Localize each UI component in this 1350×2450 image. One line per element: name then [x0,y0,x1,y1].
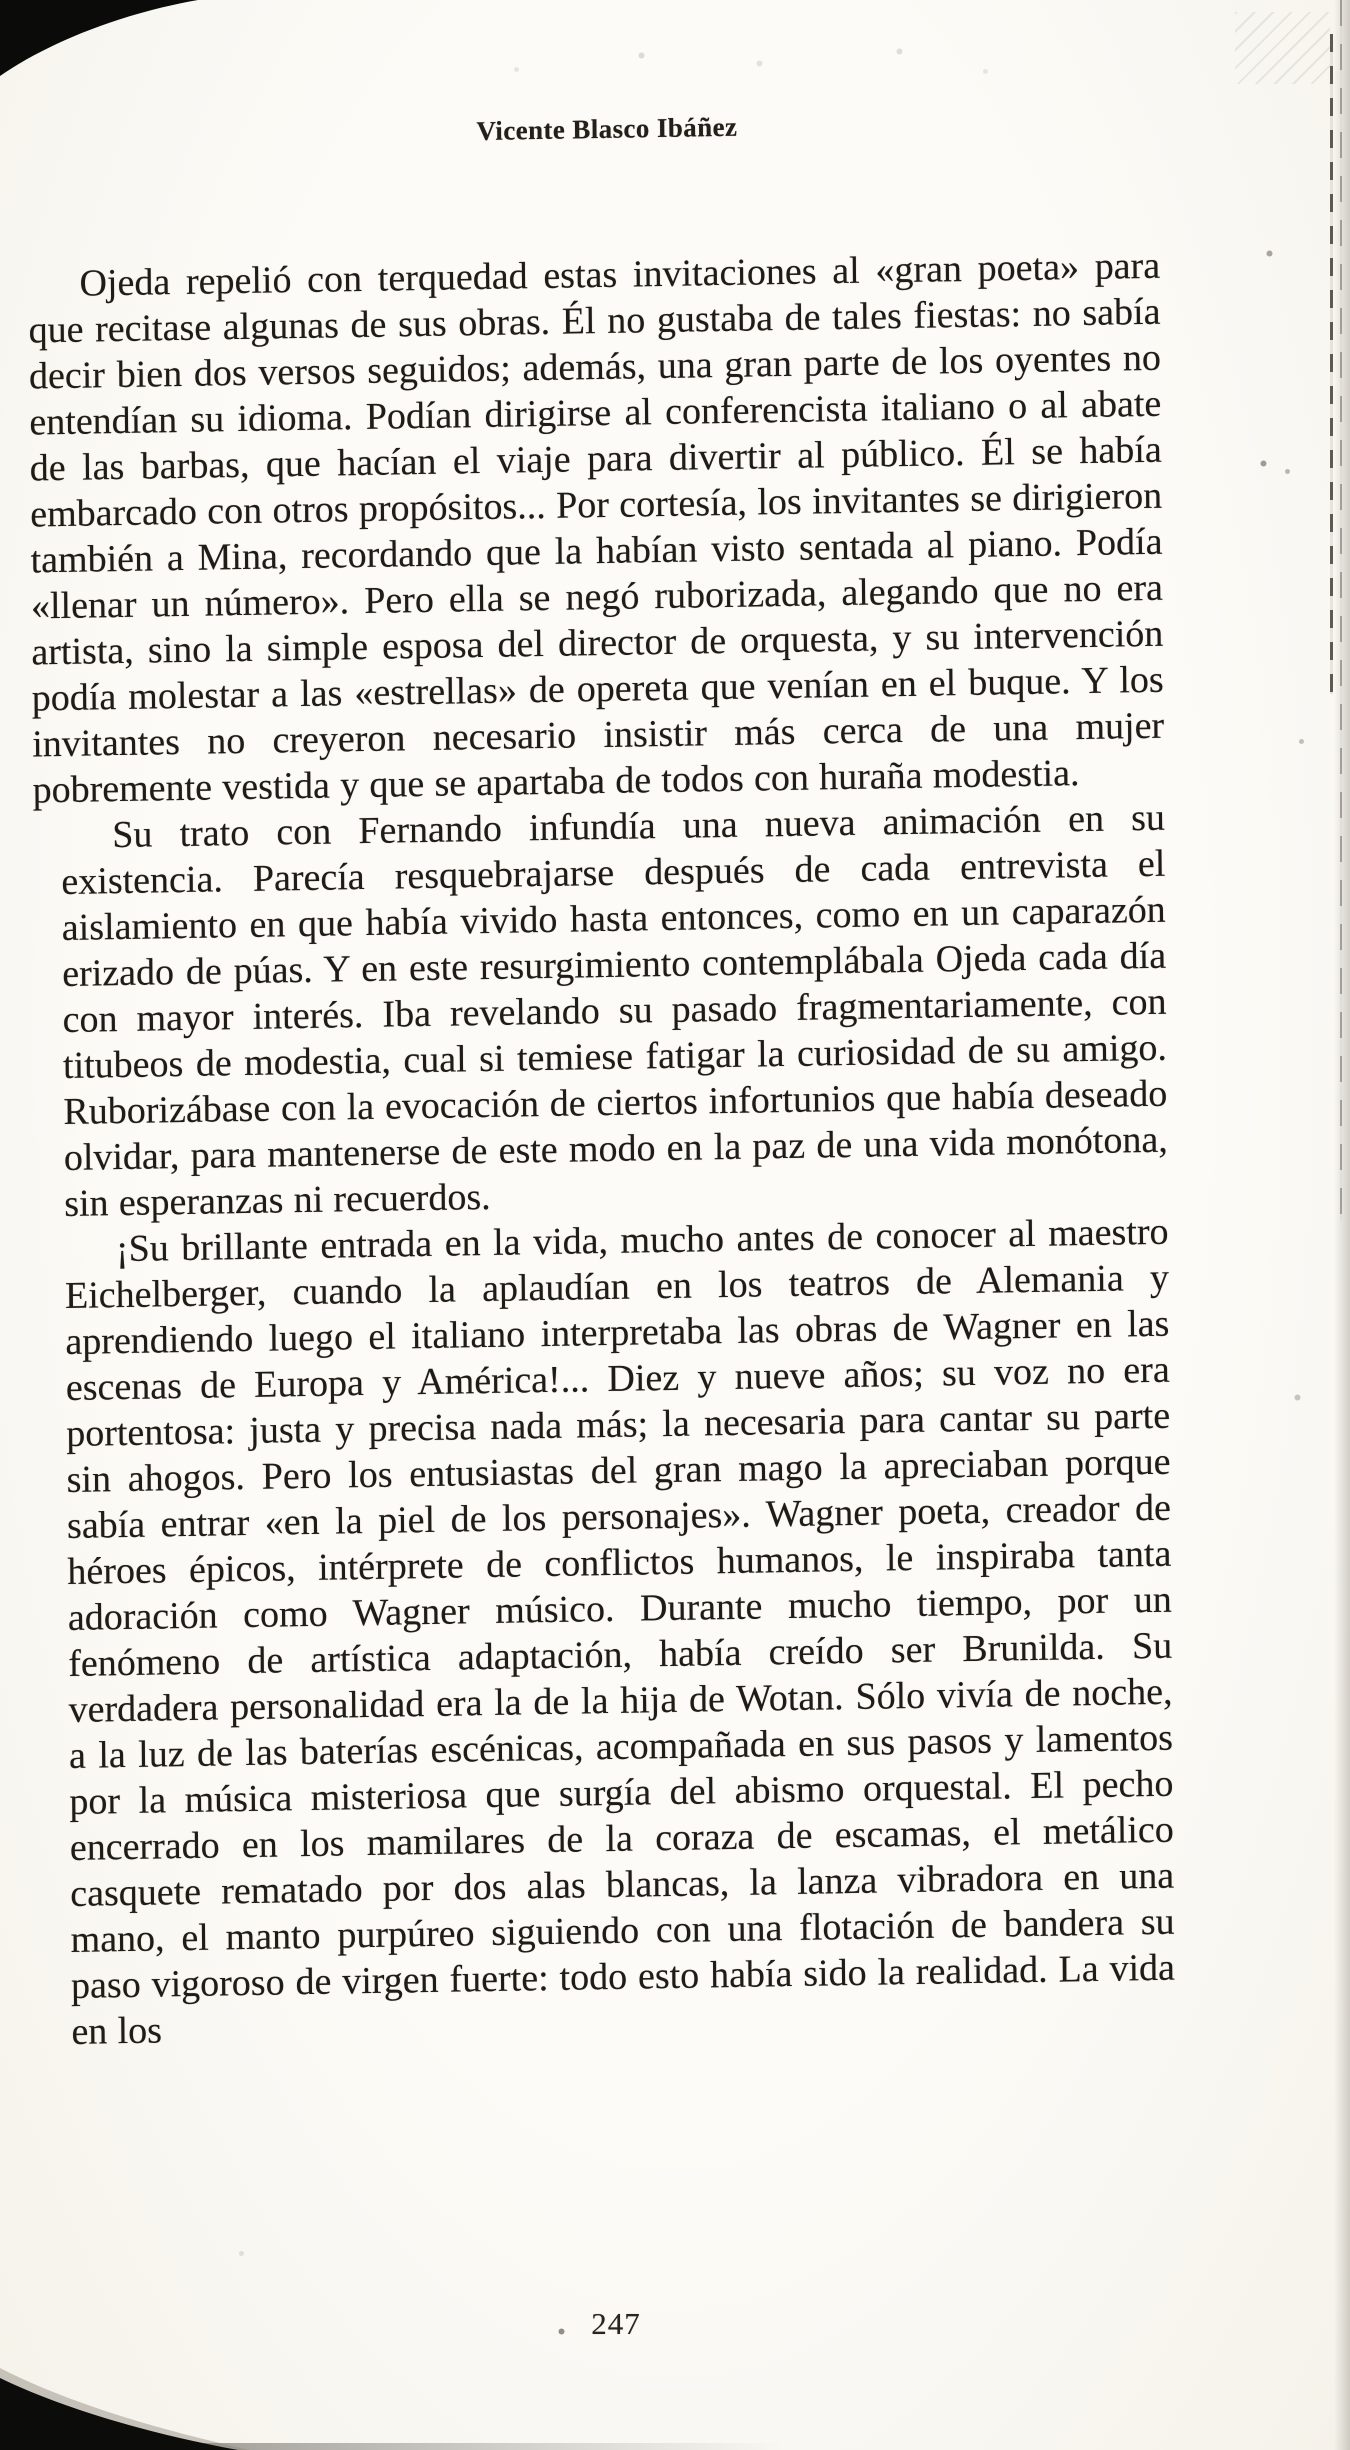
page-number: 247 [591,2306,641,2341]
paragraph-3: ¡Su brillante entrada en la vida, mucho antes de conocer al maestro Eichelberger, cuando la aplaudían en los teatros de Alemania y aprendiendo luego el italiano interpretaba las obras de Wagner en las escenas de Europa y América!... Diez y nueve años; su voz no era portentosa: justa y precisa nada más; la necesaria para cantar su parte sin ahogos. Pero los entusiastas del gran mago la apreciaban porque sabía entrar «en la piel de los personajes». Wagner poeta, creador de héroes épicos, intérprete de conflictos humanos, le inspiraba tanta adoración como Wagner músico. Durante mucho tiempo, por un fenómeno de artística adaptación, había creído ser Brunilda. Su verdadera personalidad era la de la hija de Wotan. Sólo vivía de noche, a la luz de las baterías escénicas, acompañada en sus pasos y lamentos por la música misteriosa que surgía del abismo orquestal. El pecho encerrado en los mamilares de la coraza de escamas, el metálico casquete rematado por dos alas blancas, la lanza vibradora en una mano, el manto purpúreo siguiendo con una flotación de bandera su paso vigoroso de virgen fuerte: todo esto había sido la realidad. La vida en los [64,1210,1176,2053]
scan-corner-mark-bottom-left-icon [0,2366,250,2450]
paragraph-2: Su trato con Fernando infundía una nueva animación en su existencia. Parecía resquebrajarse después de cada entrevista el aislamiento en que había vivido hasta entonces, como en un caparazón erizado de púas. Y en este resurgimiento contemplábala Ojeda cada día con mayor interés. Iba revelando su pasado fragmentariamente, con titubeos de modestia, cual si temiese fatigar la curiosidad de su amigo. Ruborizábase con la evocación de ciertos infortunios que había deseado olvidar, para mantenerse de este modo en la paz de una vida monótona, sin esperanzas ni recuerdos. [61,796,1168,1225]
body-text [28,243,1176,2055]
scan-edge-line [1330,34,1333,694]
paragraph-1: Ojeda repelió con terquedad estas invitaciones al «gran poeta» para que recitase algunas de sus obras. Él no gustaba de tales fiestas: no sabía decir bien dos versos seguidos; además, una gran parte de los oyentes no entendían su idioma. Podían dirigirse al conferencista italiano o al abate de las barbas, que hacían el viaje para divertir al público. Él se había embarcado con otros propósitos... Por cortesía, los invitantes se dirigieron también a Mina, recordando que la habían visto sentada al piano. Podía «llenar un número». Pero ella se negó ruborizada, alegando que no era artista, sino la simple esposa del director de orquesta, y su intervención podía molestar a las «estrellas» de opereta que venían en el buque. Y los invitantes no creyeron necesario insistir más cerca de una mujer pobremente vestida y que se apartaba de todos con huraña modestia. [28,244,1165,812]
scan-noise-top-right [1235,12,1330,84]
running-header: Vicente Blasco Ibáñez [476,111,738,147]
scan-speckles [0,0,3,3]
text-block [28,103,1176,2055]
scan-edge-line [1340,0,1342,1220]
scan-corner-mark-top-left-icon [0,0,200,78]
